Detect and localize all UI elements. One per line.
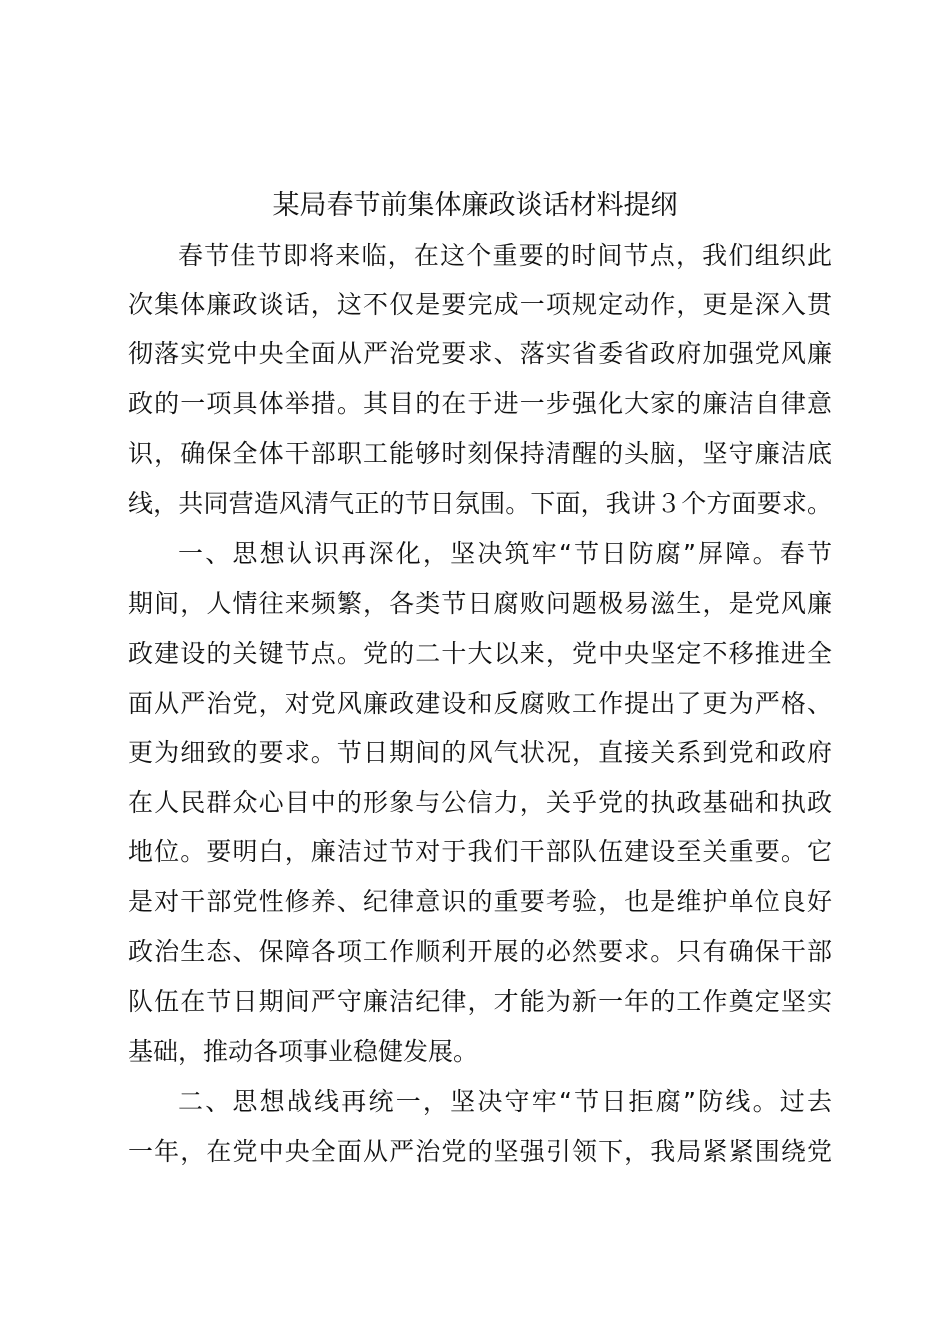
paragraph-line: 面从严治党，对党风廉政建设和反腐败工作提出了更为严格、 [128,689,832,718]
paragraph-line: 政的一项具体举措。其目的在于进一步强化大家的廉洁自律意 [128,389,832,418]
paragraph-line: 一年，在党中央全面从严治党的坚强引领下，我局紧紧围绕党 [128,1137,832,1166]
paragraph-line: 次集体廉政谈话，这不仅是要完成一项规定动作，更是深入贯 [128,290,832,319]
paragraph-line: 识，确保全体干部职工能够时刻保持清醒的头脑，坚守廉洁底 [128,439,832,468]
paragraph-line: 地位。要明白，廉洁过节对于我们干部队伍建设至关重要。它 [128,837,832,866]
paragraph-line: 政治生态、保障各项工作顺利开展的必然要求。只有确保干部 [128,937,832,966]
paragraph-line: 在人民群众心目中的形象与公信力，关乎党的执政基础和执政 [128,788,832,817]
paragraph-line: 彻落实党中央全面从严治党要求、落实省委省政府加强党风廉 [128,339,832,368]
paragraph-line: 期间，人情往来频繁，各类节日腐败问题极易滋生，是党风廉 [128,589,832,618]
paragraph-line: 队伍在节日期间严守廉洁纪律，才能为新一年的工作奠定坚实 [128,987,832,1016]
paragraph-line: 是对干部党性修养、纪律意识的重要考验，也是维护单位良好 [128,887,832,916]
paragraph-line: 线，共同营造风清气正的节日氛围。下面，我讲３个方面要求。 [128,489,832,518]
document-title: 某局春节前集体廉政谈话材料提纲 [272,190,678,221]
paragraph-line: 政建设的关键节点。党的二十大以来，党中央坚定不移推进全 [128,639,832,668]
paragraph-line: 更为细致的要求。节日期间的风气状况，直接关系到党和政府 [128,738,832,767]
paragraph-line: 二、思想战线再统一，坚决守牢“节日拒腐”防线。过去 [178,1087,832,1116]
paragraph-line: 一、思想认识再深化，坚决筑牢“节日防腐”屏障。春节 [178,539,832,568]
paragraph-line: 春节佳节即将来临，在这个重要的时间节点，我们组织此 [178,241,832,270]
paragraph-line: 基础，推动各项事业稳健发展。 [128,1037,479,1066]
